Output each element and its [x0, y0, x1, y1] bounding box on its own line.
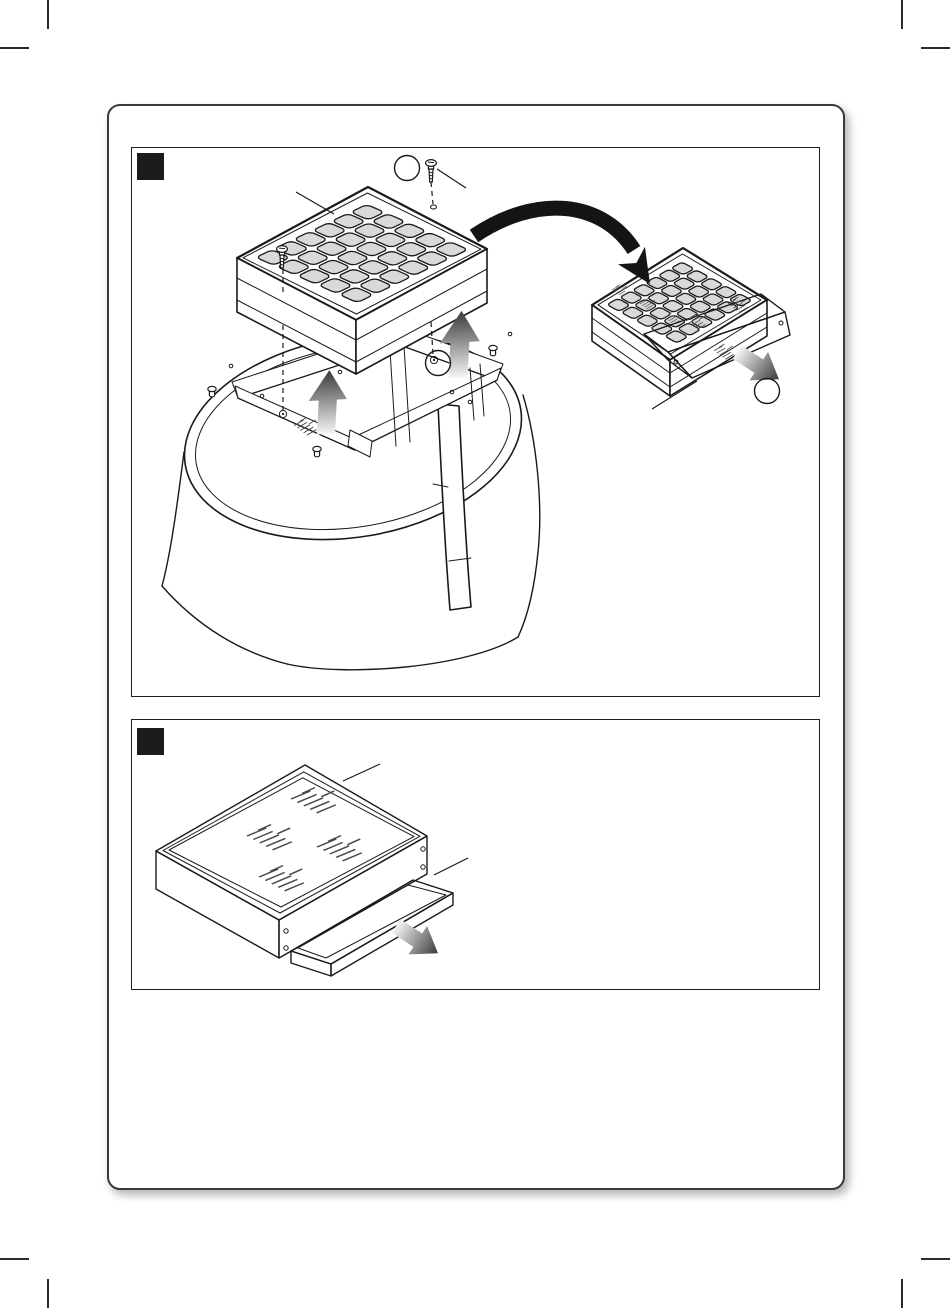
rim-screw-post — [489, 345, 497, 355]
callout-circle — [755, 379, 780, 404]
filter-box — [156, 765, 427, 958]
slide-out-arrow — [387, 912, 447, 968]
leader-line — [296, 192, 334, 214]
leader-line — [434, 858, 468, 875]
vent-hatch — [247, 825, 292, 850]
rim-screw-post — [313, 446, 321, 456]
step-2-illustration — [156, 764, 468, 976]
vent-hatch — [259, 866, 304, 891]
vent-hatch — [317, 836, 362, 861]
callout-circle — [395, 156, 420, 181]
slide-out-tray — [291, 880, 453, 976]
leader-line — [343, 764, 380, 781]
step-1-illustration — [162, 156, 790, 670]
detail-filter-unit — [592, 248, 790, 409]
rim-screw-post — [208, 386, 216, 396]
leader-line — [437, 169, 466, 188]
